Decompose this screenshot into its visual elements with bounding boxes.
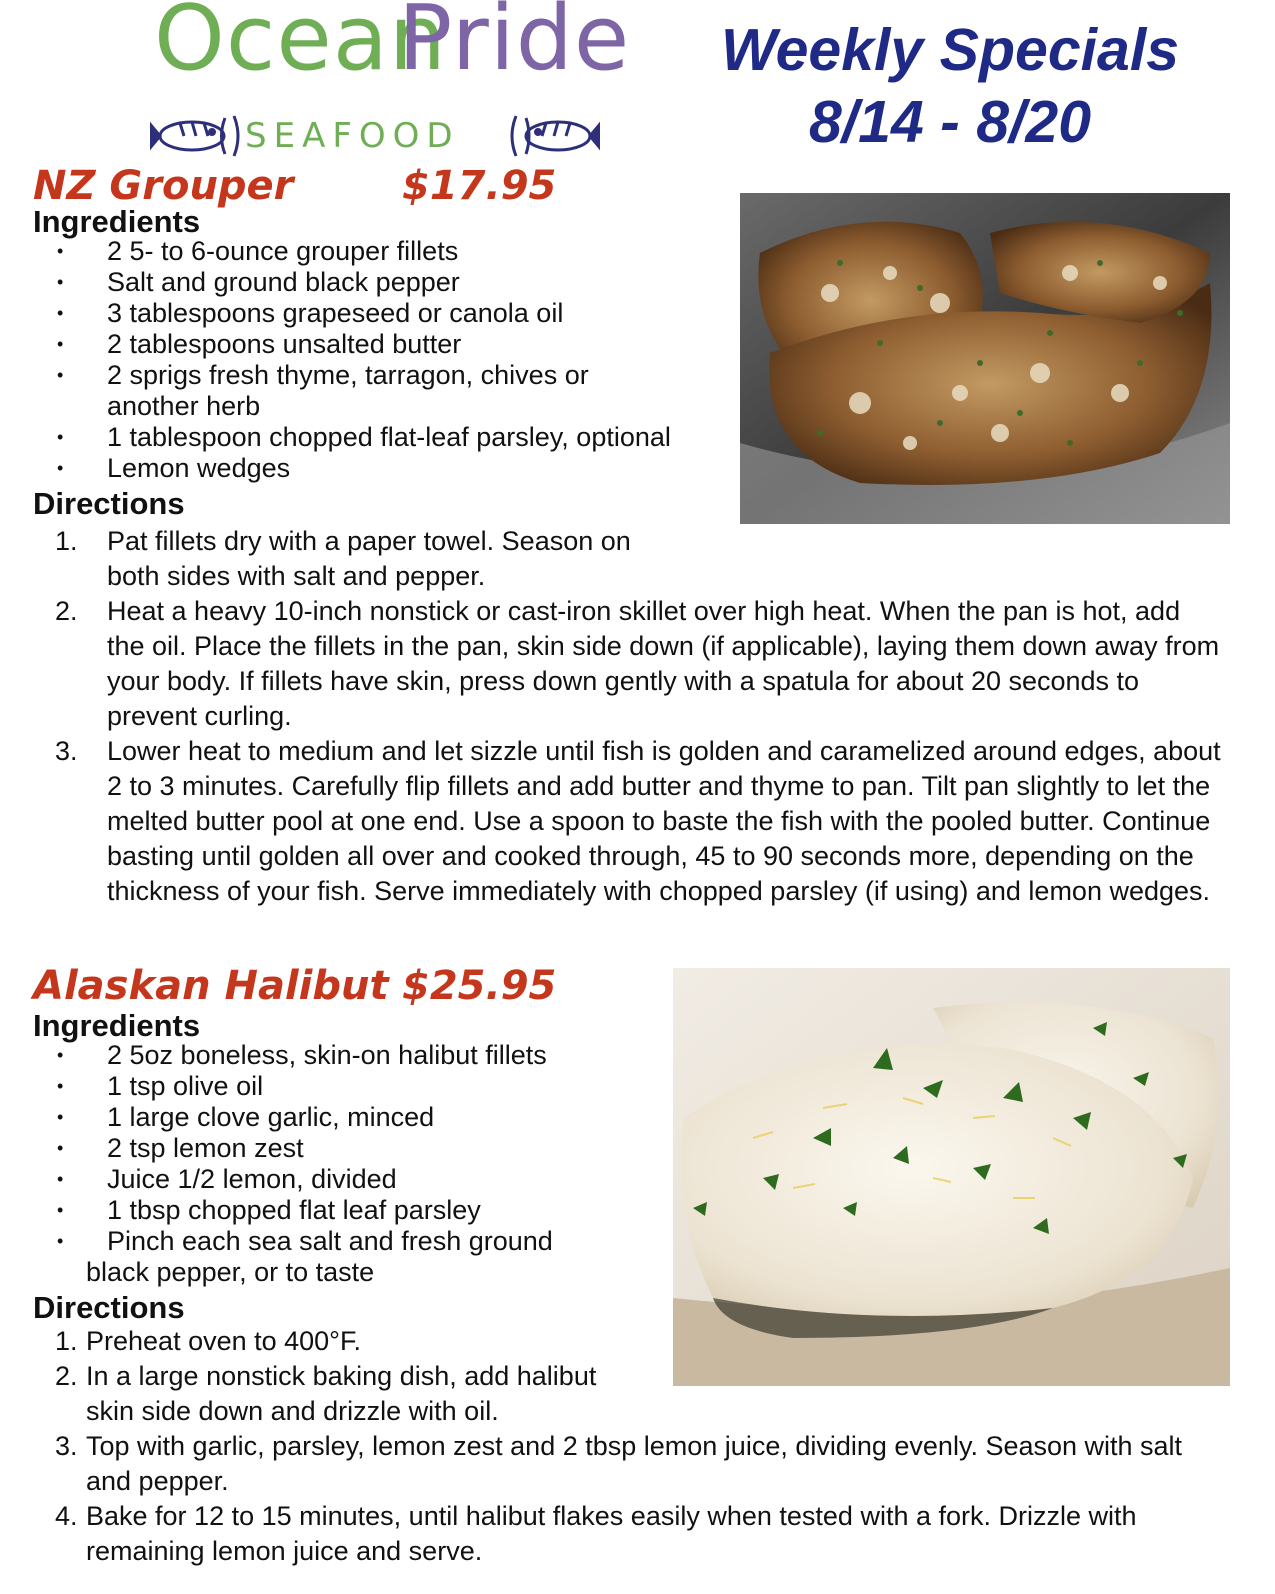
list-item: 4. Bake for 12 to 15 minutes, until halibut flakes easily when tested with a fork. Drizzle with remaining lemon juice and serve.	[55, 1501, 1137, 1566]
list-item: • 2 sprigs fresh thyme, tarragon, chives or another herb	[57, 360, 589, 421]
logo-word-ocean: Ocean	[154, 0, 447, 91]
list-item: • 2 5- to 6-ounce grouper fillets	[57, 236, 459, 266]
dish1-directions-list	[0, 524, 1225, 909]
list-item: • Juice 1/2 lemon, divided	[57, 1164, 397, 1194]
dish2-directions-heading: Directions	[33, 1290, 185, 1325]
list-item: 1. Preheat oven to 400°F.	[55, 1326, 361, 1356]
bullet-icon: •	[57, 458, 64, 478]
list-item: 2. In a large nonstick baking dish, add halibut skin side down and drizzle with oil.	[55, 1361, 597, 1426]
dish2-ingredients-heading: Ingredients	[33, 1008, 201, 1043]
bullet-icon: •	[57, 1107, 64, 1127]
dish1-directions-heading: Directions	[33, 486, 185, 521]
list-item: 3. Top with garlic, parsley, lemon zest and 2 tbsp lemon juice, dividing evenly. Season with salt and pepper.	[55, 1431, 1183, 1496]
list-item: • 1 tbsp chopped flat leaf parsley	[57, 1195, 481, 1225]
list-item: • Salt and ground black pepper	[57, 267, 460, 297]
list-item: • 1 tablespoon chopped flat-leaf parsley, optional	[57, 422, 671, 452]
logo-seafood-banner	[150, 112, 600, 160]
bullet-icon: •	[57, 1169, 64, 1189]
halibut-photo	[673, 968, 1230, 1386]
ocean-pride-logo	[150, 0, 631, 165]
list-item: • 3 tablespoons grapeseed or canola oil	[57, 298, 564, 328]
bullet-icon: •	[57, 1231, 64, 1251]
bullet-icon: •	[57, 334, 64, 354]
bullet-icon: •	[57, 241, 64, 261]
halibut-image	[673, 968, 1230, 1386]
list-item: 2. Heat a heavy 10-inch nonstick or cast-iron skillet over high heat. When the pan is hot, add the oil. Place the fillets in the pan, skin side down (if applicable), laying them down away from your body. If fillets have skin, press down gently with a spatula for about 20 seconds to prevent curling.	[55, 596, 1220, 731]
header-title: Weekly Specials	[720, 17, 1180, 83]
dish2-price: $25.95	[402, 963, 557, 1009]
list-item: • 2 tablespoons unsalted butter	[57, 329, 462, 359]
list-item: • 2 5oz boneless, skin-on halibut fillets	[57, 1040, 547, 1070]
weekly-specials-header	[700, 14, 1200, 158]
bullet-icon: •	[57, 303, 64, 323]
dish1-price: $17.95	[402, 163, 557, 209]
bullet-icon: •	[57, 427, 64, 447]
dish1-ingredients-list	[0, 236, 720, 484]
bullet-icon: •	[57, 272, 64, 292]
grouper-image	[740, 193, 1230, 524]
grouper-photo	[740, 193, 1230, 524]
list-item: • 2 tsp lemon zest	[57, 1133, 304, 1163]
list-item: 3. Lower heat to medium and let sizzle until fish is golden and caramelized around edges, about 2 to 3 minutes. Carefully flip fillets and add butter and thyme to pan. Tilt pan slightly to let the melted butter pool at one end. Use a spoon to baste the fish with the pooled butter. Continue basting until golden all over and cooked through, 45 to 90 seconds more, depending on the thickness of your fish. Serve immediately with chopped parsley (if using) and lemon wedges.	[55, 736, 1221, 906]
bullet-icon: •	[57, 1138, 64, 1158]
list-item: • Lemon wedges	[57, 453, 291, 483]
bullet-icon: •	[57, 1200, 64, 1220]
bullet-icon: •	[57, 1045, 64, 1065]
list-item: • Pinch each sea salt and fresh ground black pepper, or to taste	[57, 1226, 553, 1287]
bullet-icon: •	[57, 365, 64, 385]
header-date-range: 8/14 - 8/20	[808, 89, 1092, 155]
dish1-name: NZ Grouper	[33, 163, 294, 209]
logo-tagline: SEAFOOD	[245, 116, 460, 156]
logo-word-pride: Pride	[398, 0, 631, 91]
dish2-ingredients-list	[0, 1040, 610, 1288]
list-item: • 1 tsp olive oil	[57, 1071, 264, 1101]
bullet-icon: •	[57, 1076, 64, 1096]
list-item: 1. Pat fillets dry with a paper towel. Season on both sides with salt and pepper.	[55, 526, 631, 591]
list-item: • 1 large clove garlic, minced	[57, 1102, 435, 1132]
dish2-name: Alaskan Halibut	[33, 963, 389, 1009]
dish1-ingredients-heading: Ingredients	[33, 204, 201, 239]
